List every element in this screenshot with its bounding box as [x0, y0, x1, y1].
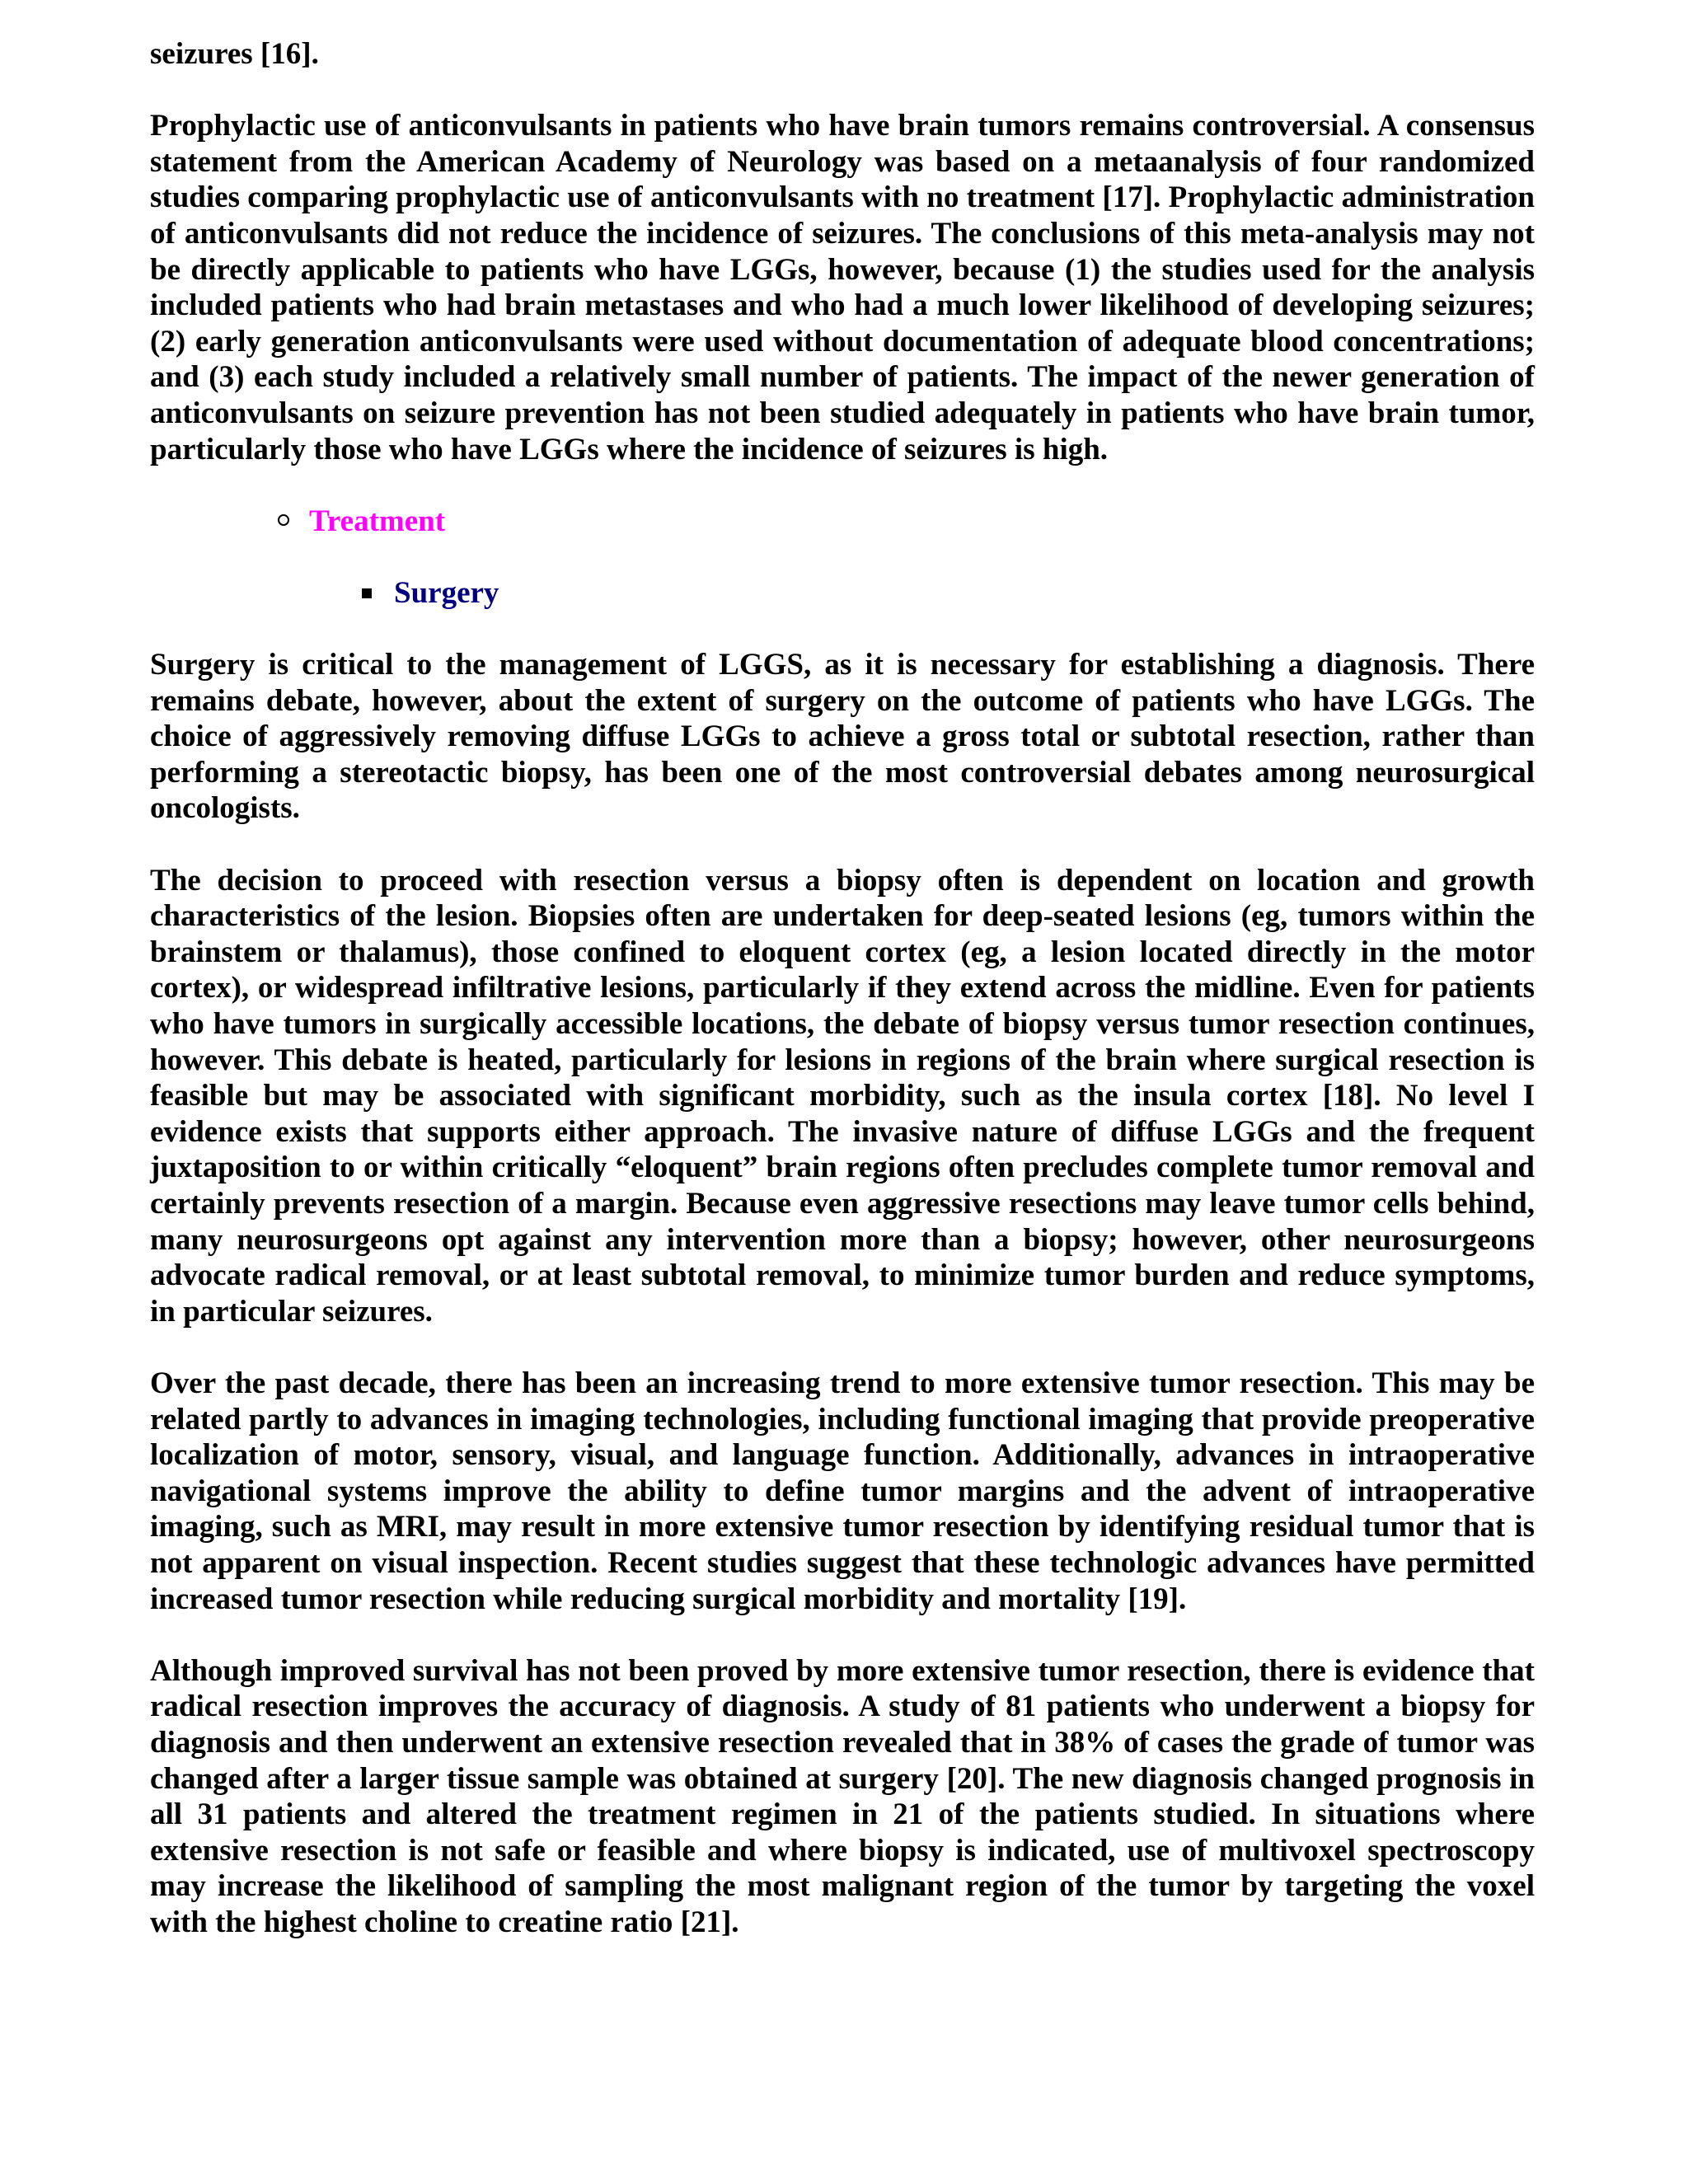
document-page [150, 36, 1535, 1940]
surgery-heading: Surgery [394, 575, 499, 610]
paragraph-prophylactic-anticonvulsants: Prophylactic use of anticonvulsants in patients who have brain tumors remains controversial. A consensus statement from the American Academy of Neurology was based on a metaanalysis of four randomized studies comparing prophylactic use of anticonvulsants with no treatment [17]. Prophylactic administration of anticonvulsants did not reduce the incidence of seizures. The conclusions of this meta-analysis may not be directly applicable to patients who have LGGs, however, because (1) the studies used for the analysis included patients who had brain metastases and who had a much lower likelihood of developing seizures; (2) early generation anticonvulsants were used without documentation of adequate blood concentrations; and (3) each study included a relatively small number of patients. The impact of the newer generation of anticonvulsants on seizure prevention has not been studied adequately in patients who have brain tumor, particularly those who have LGGs where the incidence of seizures is high. [150, 109, 1535, 466]
paragraph-gap [150, 1329, 1535, 1366]
paragraph-gap [150, 612, 1535, 648]
paragraph-resection-vs-biopsy: The decision to proceed with resection versus a biopsy often is dependent on location and growth characteristics of the lesion. Biopsies often are undertaken for deep-seated lesions (eg, tumors within the brainstem or thalamus), those confined to eloquent cortex (eg, a lesion located directly in the motor cortex), or widespread infiltrative lesions, particularly if they extend across the midline. Even for patients who have tumors in surgically accessible locations, the debate of biopsy versus tumor resection continues, however. This debate is heated, particularly for lesions in regions of the brain where surgical resection is feasible but may be associated with significant morbidity, such as the insula cortex [18]. No level I evidence exists that supports either approach. The invasive nature of diffuse LGGs and the frequent juxtaposition to or within critically “eloquent” brain regions often precludes complete tumor removal and certainly prevents resection of a margin. Because even aggressive resections may leave tumor cells behind, many neurosurgeons opt against any intervention more than a biopsy; however, other neurosurgeons advocate radical removal, or at least subtotal removal, to minimize tumor burden and reduce symptoms, in particular seizures. [150, 863, 1535, 1329]
paragraph-extensive-resection-trend: Over the past decade, there has been an increasing trend to more extensive tumor resection. This may be related partly to advances in imaging technologies, including functional imaging that provide preoperative localization of motor, sensory, visual, and language function. Additionally, advances in intraoperative navigational systems improve the ability to define tumor margins and the advent of intraoperative imaging, such as MRI, may result in more extensive tumor resection by identifying residual tumor that is not apparent on visual inspection. Recent studies suggest that these technologic advances have permitted increased tumor resection while reducing surgical morbidity and mortality [19]. [150, 1366, 1535, 1616]
paragraph-gap [150, 467, 1535, 504]
paragraph-gap [150, 827, 1535, 863]
paragraph-diagnosis-accuracy: Although improved survival has not been proved by more extensive tumor resection, there is evidence that radical resection improves the accuracy of diagnosis. A study of 81 patients who underwent a biopsy for diagnosis and then underwent an extensive resection revealed that in 38% of cases the grade of tumor was changed after a larger tissue sample was obtained at surgery [20]. The new diagnosis changed prognosis in all 31 patients and altered the treatment regimen in 21 of the patients studied. In situations where extensive resection is not safe or feasible and where biopsy is indicated, use of multivoxel spectroscopy may increase the likelihood of sampling the most malignant region of the tumor by targeting the voxel with the highest choline to creatine ratio [21]. [150, 1653, 1535, 1939]
paragraph-seizures-end: seizures [16]. [150, 37, 319, 71]
paragraph-gap [150, 539, 1535, 575]
paragraph-surgery-critical: Surgery is critical to the management of LGGS, as it is necessary for establishing a diagnosis. There remains debate, however, about the extent of surgery on the outcome of patients who have LGGs. The choice of aggressively removing diffuse LGGs to achieve a gross total or subtotal resection, rather than performing a stereotactic biopsy, has been one of the most controversial debates among neurosurgical oncologists. [150, 648, 1535, 826]
hollow-circle-bullet-icon [278, 514, 289, 526]
surgery-heading-row [150, 575, 1535, 612]
paragraph-gap [150, 73, 1535, 109]
filled-square-bullet-icon [362, 588, 372, 598]
paragraph-gap [150, 1617, 1535, 1653]
treatment-heading: Treatment [309, 504, 446, 538]
treatment-heading-row [150, 504, 1535, 540]
